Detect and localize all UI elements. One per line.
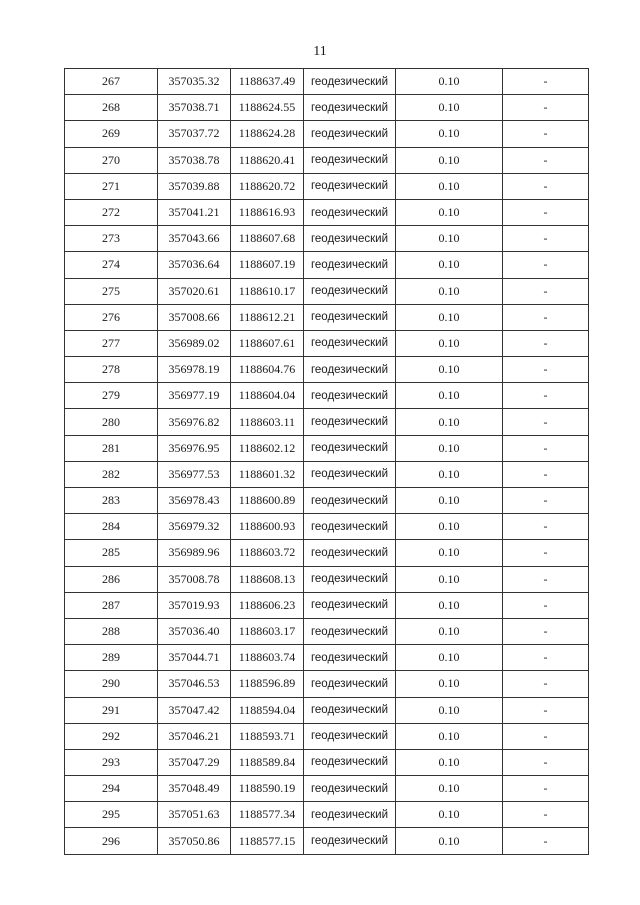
method-cell: геодезический: [304, 357, 396, 383]
table-row: [65, 618, 589, 644]
x-coordinate-cell: 357039.88: [158, 173, 231, 199]
point-number-cell: 295: [65, 802, 158, 828]
accuracy-cell: 0.10: [396, 226, 503, 252]
table-row: [65, 95, 589, 121]
method-cell: геодезический: [304, 435, 396, 461]
table-row: [65, 69, 589, 95]
x-coordinate-cell: 357041.21: [158, 199, 231, 225]
y-coordinate-cell: 1188610.17: [231, 278, 304, 304]
point-number-cell: 283: [65, 488, 158, 514]
table-row: [65, 828, 589, 854]
y-coordinate-cell: 1188604.76: [231, 357, 304, 383]
y-coordinate-cell: 1188589.84: [231, 749, 304, 775]
y-coordinate-cell: 1188624.55: [231, 95, 304, 121]
note-cell: -: [503, 566, 589, 592]
table-row: [65, 409, 589, 435]
x-coordinate-cell: 357008.66: [158, 304, 231, 330]
method-cell: геодезический: [304, 802, 396, 828]
accuracy-cell: 0.10: [396, 749, 503, 775]
accuracy-cell: 0.10: [396, 828, 503, 854]
point-number-cell: 277: [65, 330, 158, 356]
x-coordinate-cell: 357046.21: [158, 723, 231, 749]
table-row: [65, 566, 589, 592]
accuracy-cell: 0.10: [396, 121, 503, 147]
accuracy-cell: 0.10: [396, 252, 503, 278]
note-cell: -: [503, 671, 589, 697]
x-coordinate-cell: 357037.72: [158, 121, 231, 147]
point-number-cell: 285: [65, 540, 158, 566]
accuracy-cell: 0.10: [396, 488, 503, 514]
method-cell: геодезический: [304, 226, 396, 252]
note-cell: -: [503, 488, 589, 514]
note-cell: -: [503, 409, 589, 435]
y-coordinate-cell: 1188620.72: [231, 173, 304, 199]
point-number-cell: 286: [65, 566, 158, 592]
point-number-cell: 287: [65, 592, 158, 618]
point-number-cell: 268: [65, 95, 158, 121]
y-coordinate-cell: 1188607.68: [231, 226, 304, 252]
x-coordinate-cell: 357036.64: [158, 252, 231, 278]
method-cell: геодезический: [304, 173, 396, 199]
accuracy-cell: 0.10: [396, 592, 503, 618]
table-row: [65, 671, 589, 697]
method-cell: геодезический: [304, 383, 396, 409]
note-cell: -: [503, 645, 589, 671]
note-cell: -: [503, 226, 589, 252]
accuracy-cell: 0.10: [396, 802, 503, 828]
note-cell: -: [503, 383, 589, 409]
page-number: 11: [313, 44, 327, 59]
accuracy-cell: 0.10: [396, 723, 503, 749]
y-coordinate-cell: 1188602.12: [231, 435, 304, 461]
x-coordinate-cell: 357038.78: [158, 147, 231, 173]
note-cell: -: [503, 514, 589, 540]
y-coordinate-cell: 1188603.11: [231, 409, 304, 435]
point-number-cell: 294: [65, 776, 158, 802]
x-coordinate-cell: 357008.78: [158, 566, 231, 592]
coordinates-table: [64, 68, 589, 855]
table-row: [65, 540, 589, 566]
point-number-cell: 289: [65, 645, 158, 671]
note-cell: -: [503, 147, 589, 173]
method-cell: геодезический: [304, 278, 396, 304]
point-number-cell: 271: [65, 173, 158, 199]
y-coordinate-cell: 1188608.13: [231, 566, 304, 592]
note-cell: -: [503, 173, 589, 199]
accuracy-cell: 0.10: [396, 383, 503, 409]
point-number-cell: 278: [65, 357, 158, 383]
accuracy-cell: 0.10: [396, 357, 503, 383]
table-row: [65, 147, 589, 173]
x-coordinate-cell: 356977.19: [158, 383, 231, 409]
accuracy-cell: 0.10: [396, 645, 503, 671]
point-number-cell: 293: [65, 749, 158, 775]
x-coordinate-cell: 357048.49: [158, 776, 231, 802]
table-row: [65, 461, 589, 487]
table-row: [65, 645, 589, 671]
method-cell: геодезический: [304, 69, 396, 95]
y-coordinate-cell: 1188577.15: [231, 828, 304, 854]
y-coordinate-cell: 1188604.04: [231, 383, 304, 409]
accuracy-cell: 0.10: [396, 304, 503, 330]
method-cell: геодезический: [304, 592, 396, 618]
method-cell: геодезический: [304, 488, 396, 514]
table-row: [65, 330, 589, 356]
table-row: [65, 697, 589, 723]
note-cell: -: [503, 828, 589, 854]
accuracy-cell: 0.10: [396, 671, 503, 697]
y-coordinate-cell: 1188620.41: [231, 147, 304, 173]
accuracy-cell: 0.10: [396, 173, 503, 199]
table-row: [65, 435, 589, 461]
note-cell: -: [503, 723, 589, 749]
table-row: [65, 802, 589, 828]
accuracy-cell: 0.10: [396, 409, 503, 435]
note-cell: -: [503, 776, 589, 802]
y-coordinate-cell: 1188577.34: [231, 802, 304, 828]
x-coordinate-cell: 356976.82: [158, 409, 231, 435]
point-number-cell: 276: [65, 304, 158, 330]
table-row: [65, 304, 589, 330]
y-coordinate-cell: 1188616.93: [231, 199, 304, 225]
y-coordinate-cell: 1188606.23: [231, 592, 304, 618]
y-coordinate-cell: 1188603.17: [231, 618, 304, 644]
method-cell: геодезический: [304, 409, 396, 435]
x-coordinate-cell: 357036.40: [158, 618, 231, 644]
note-cell: -: [503, 697, 589, 723]
note-cell: -: [503, 278, 589, 304]
x-coordinate-cell: 357020.61: [158, 278, 231, 304]
accuracy-cell: 0.10: [396, 566, 503, 592]
accuracy-cell: 0.10: [396, 69, 503, 95]
table-row: [65, 121, 589, 147]
x-coordinate-cell: 357046.53: [158, 671, 231, 697]
method-cell: геодезический: [304, 95, 396, 121]
method-cell: геодезический: [304, 723, 396, 749]
note-cell: -: [503, 592, 589, 618]
y-coordinate-cell: 1188607.61: [231, 330, 304, 356]
point-number-cell: 288: [65, 618, 158, 644]
accuracy-cell: 0.10: [396, 461, 503, 487]
accuracy-cell: 0.10: [396, 330, 503, 356]
note-cell: -: [503, 69, 589, 95]
note-cell: -: [503, 540, 589, 566]
point-number-cell: 292: [65, 723, 158, 749]
table-row: [65, 383, 589, 409]
y-coordinate-cell: 1188603.72: [231, 540, 304, 566]
note-cell: -: [503, 435, 589, 461]
accuracy-cell: 0.10: [396, 147, 503, 173]
point-number-cell: 274: [65, 252, 158, 278]
point-number-cell: 269: [65, 121, 158, 147]
y-coordinate-cell: 1188607.19: [231, 252, 304, 278]
table-row: [65, 776, 589, 802]
y-coordinate-cell: 1188603.74: [231, 645, 304, 671]
method-cell: геодезический: [304, 540, 396, 566]
accuracy-cell: 0.10: [396, 95, 503, 121]
table-row: [65, 514, 589, 540]
note-cell: -: [503, 252, 589, 278]
method-cell: геодезический: [304, 828, 396, 854]
point-number-cell: 284: [65, 514, 158, 540]
point-number-cell: 296: [65, 828, 158, 854]
x-coordinate-cell: 357050.86: [158, 828, 231, 854]
x-coordinate-cell: 356977.53: [158, 461, 231, 487]
x-coordinate-cell: 357019.93: [158, 592, 231, 618]
method-cell: геодезический: [304, 121, 396, 147]
method-cell: геодезический: [304, 330, 396, 356]
point-number-cell: 290: [65, 671, 158, 697]
x-coordinate-cell: 357035.32: [158, 69, 231, 95]
table-row: [65, 488, 589, 514]
note-cell: -: [503, 802, 589, 828]
point-number-cell: 273: [65, 226, 158, 252]
accuracy-cell: 0.10: [396, 199, 503, 225]
point-number-cell: 267: [65, 69, 158, 95]
note-cell: -: [503, 121, 589, 147]
point-number-cell: 279: [65, 383, 158, 409]
table-row: [65, 592, 589, 618]
table-body: [65, 69, 589, 855]
accuracy-cell: 0.10: [396, 278, 503, 304]
method-cell: геодезический: [304, 514, 396, 540]
x-coordinate-cell: 357038.71: [158, 95, 231, 121]
note-cell: -: [503, 461, 589, 487]
table-row: [65, 749, 589, 775]
y-coordinate-cell: 1188624.28: [231, 121, 304, 147]
method-cell: геодезический: [304, 645, 396, 671]
table-row: [65, 278, 589, 304]
method-cell: геодезический: [304, 304, 396, 330]
y-coordinate-cell: 1188593.71: [231, 723, 304, 749]
x-coordinate-cell: 356979.32: [158, 514, 231, 540]
x-coordinate-cell: 357047.42: [158, 697, 231, 723]
x-coordinate-cell: 356976.95: [158, 435, 231, 461]
note-cell: -: [503, 304, 589, 330]
note-cell: -: [503, 330, 589, 356]
y-coordinate-cell: 1188594.04: [231, 697, 304, 723]
table-row: [65, 357, 589, 383]
point-number-cell: 291: [65, 697, 158, 723]
table-row: [65, 173, 589, 199]
method-cell: геодезический: [304, 461, 396, 487]
note-cell: -: [503, 618, 589, 644]
point-number-cell: 272: [65, 199, 158, 225]
y-coordinate-cell: 1188596.89: [231, 671, 304, 697]
method-cell: геодезический: [304, 697, 396, 723]
point-number-cell: 280: [65, 409, 158, 435]
table-row: [65, 226, 589, 252]
x-coordinate-cell: 357044.71: [158, 645, 231, 671]
y-coordinate-cell: 1188601.32: [231, 461, 304, 487]
point-number-cell: 281: [65, 435, 158, 461]
method-cell: геодезический: [304, 776, 396, 802]
accuracy-cell: 0.10: [396, 514, 503, 540]
point-number-cell: 270: [65, 147, 158, 173]
x-coordinate-cell: 357043.66: [158, 226, 231, 252]
accuracy-cell: 0.10: [396, 618, 503, 644]
x-coordinate-cell: 356989.02: [158, 330, 231, 356]
method-cell: геодезический: [304, 199, 396, 225]
x-coordinate-cell: 357051.63: [158, 802, 231, 828]
accuracy-cell: 0.10: [396, 540, 503, 566]
accuracy-cell: 0.10: [396, 697, 503, 723]
note-cell: -: [503, 95, 589, 121]
y-coordinate-cell: 1188637.49: [231, 69, 304, 95]
note-cell: -: [503, 749, 589, 775]
note-cell: -: [503, 357, 589, 383]
method-cell: геодезический: [304, 252, 396, 278]
accuracy-cell: 0.10: [396, 776, 503, 802]
table-row: [65, 252, 589, 278]
accuracy-cell: 0.10: [396, 435, 503, 461]
y-coordinate-cell: 1188612.21: [231, 304, 304, 330]
y-coordinate-cell: 1188600.93: [231, 514, 304, 540]
table-row: [65, 199, 589, 225]
x-coordinate-cell: 356978.19: [158, 357, 231, 383]
x-coordinate-cell: 356989.96: [158, 540, 231, 566]
method-cell: геодезический: [304, 566, 396, 592]
method-cell: геодезический: [304, 147, 396, 173]
x-coordinate-cell: 357047.29: [158, 749, 231, 775]
x-coordinate-cell: 356978.43: [158, 488, 231, 514]
y-coordinate-cell: 1188590.19: [231, 776, 304, 802]
table-row: [65, 723, 589, 749]
method-cell: геодезический: [304, 749, 396, 775]
method-cell: геодезический: [304, 671, 396, 697]
method-cell: геодезический: [304, 618, 396, 644]
point-number-cell: 275: [65, 278, 158, 304]
y-coordinate-cell: 1188600.89: [231, 488, 304, 514]
point-number-cell: 282: [65, 461, 158, 487]
note-cell: -: [503, 199, 589, 225]
